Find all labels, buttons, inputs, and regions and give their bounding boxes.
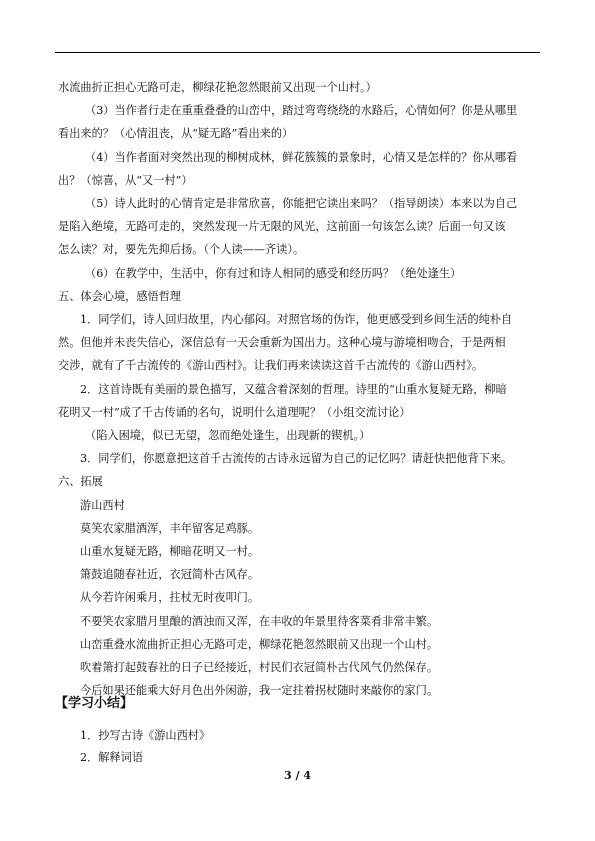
text-line: （4）当作者面对突然出现的柳树成林，鲜花簇簇的景象时，心情又是怎样的？你从哪看 (85, 150, 518, 164)
text-line: （3）当作者行走在重重叠叠的山峦中，踏过弯弯绕绕的水路后，心情如何？你是从哪里 (85, 104, 518, 118)
page-number: 3 / 4 (284, 769, 311, 782)
text-line: 1．同学们，诗人回归故里，内心郁闷。对照官场的伪诈，他更感受到乡间生活的纯朴自 (80, 313, 513, 327)
text-line: 莫笑农家腊酒浑，丰年留客足鸡豚。 (80, 521, 260, 535)
text-line: 出？（惊喜，从“又一村”） (58, 173, 193, 187)
text-line: 2．这首诗既有美丽的景色描写，又蕴含着深刻的哲理。诗里的“山重水复疑无路，柳暗 (80, 382, 507, 396)
text-line: （陷入困境，似已无望，忽而绝处逢生，出现新的锲机。） (85, 429, 371, 443)
text-line: 是陷入绝境，无路可走的，突然发现一片无限的风光，这前面一句该怎么读？后面一句又该 (58, 220, 506, 234)
text-line: 交涉，就有了千古流传的《游山西村》。让我们再来读读这首千古流传的《游山西村》。 (58, 359, 484, 373)
text-line: 看出来的？（心情沮丧，从“疑无路”看出来的） (58, 127, 294, 141)
document-body (58, 76, 544, 702)
header-rule (55, 52, 540, 53)
text-line: （6）在教学中，生活中，你有过和诗人相同的感受和经历吗？（绝处逢生） (85, 266, 462, 280)
text-line: 今后如果还能乘大好月色出外闲游，我一定拄着拐杖随时来敲你的家门。 (80, 684, 439, 698)
text-line: 游山西村 (80, 498, 125, 512)
text-line: 箫鼓追随春社近，衣冠简朴古风存。 (80, 568, 260, 582)
text-line: 怎么读？对，要先先抑后扬。（个人读——齐读）。 (58, 243, 305, 257)
text-line: 水流曲折正担心无路可走，柳绿花艳忽然眼前又出现一个山村。） (58, 81, 377, 94)
section-heading-summary: 【学习小结】 (55, 696, 134, 711)
text-line: （5）诗人此时的心情肯定是非常欣喜，你能把它读出来吗？（指导朗读）本来以为自己 (85, 197, 518, 211)
text-line: 吹着箫打起鼓春社的日子已经接近，村民们衣冠简朴古代风气仍然保存。 (80, 661, 439, 675)
summary-item: 2．解释词语 (80, 751, 144, 764)
text-line: 3．同学们，你愿意把这首千古流传的古诗永远留为自己的记忆吗？请赶快把他背下来。 (80, 452, 513, 466)
text-line: 六、拓展 (58, 475, 103, 489)
text-line: 然。但他并未丧失信心，深信总有一天会重新为国出力。这种心境与游境相吻合，于是两相 (58, 336, 506, 350)
summary-list (80, 725, 210, 769)
text-line: 山峦重叠水流曲折正担心无路可走，柳绿花艳忽然眼前又出现一个山村。 (80, 637, 439, 651)
text-line: 不要笑农家腊月里酿的酒浊而又浑，在丰收的年景里待客菜肴非常丰繁。 (80, 614, 439, 628)
text-line: 五、体会心境，感悟哲理 (58, 289, 182, 303)
text-line: 从今若许闲乘月，拄杖无时夜叩门。 (80, 591, 260, 605)
text-line: 花明又一村”成了千古传诵的名句，说明什么道理呢？（小组交流讨论） (58, 405, 411, 419)
text-line: 山重水复疑无路，柳暗花明又一村。 (80, 545, 260, 559)
summary-item: 1．抄写古诗《游山西村》 (80, 729, 211, 742)
